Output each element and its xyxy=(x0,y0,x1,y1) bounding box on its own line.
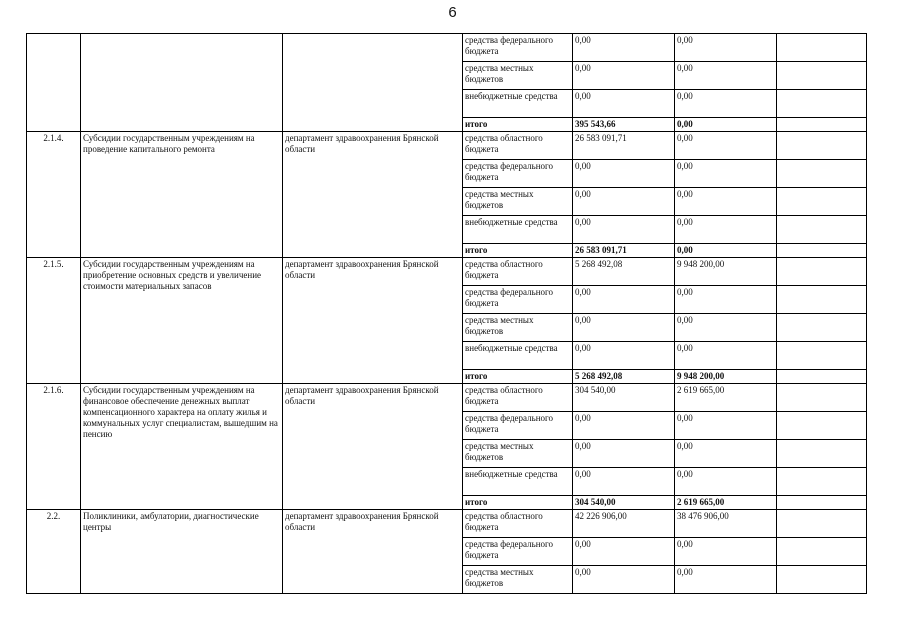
amount-2: 0,00 xyxy=(675,160,777,188)
amount-2: 9 948 200,00 xyxy=(675,258,777,286)
amount-2: 0,00 xyxy=(675,216,777,244)
empty-cell xyxy=(777,384,867,412)
empty-cell xyxy=(777,510,867,538)
empty-cell xyxy=(777,188,867,216)
item-number: 2.2. xyxy=(27,510,81,594)
amount-1: 42 226 906,00 xyxy=(573,510,675,538)
table-row xyxy=(27,132,867,160)
funding-source: средства федерального бюджета xyxy=(463,538,573,566)
funding-source: средства областного бюджета xyxy=(463,384,573,412)
amount-1: 0,00 xyxy=(573,160,675,188)
amount-1: 0,00 xyxy=(573,34,675,62)
empty-cell xyxy=(777,216,867,244)
total-amount-2: 2 619 665,00 xyxy=(675,496,777,510)
total-label: итого xyxy=(463,496,573,510)
empty-cell xyxy=(777,342,867,370)
amount-1: 0,00 xyxy=(573,342,675,370)
amount-2: 0,00 xyxy=(675,538,777,566)
amount-1: 0,00 xyxy=(573,286,675,314)
amount-1: 0,00 xyxy=(573,566,675,594)
item-executor: департамент здравоохранения Брянской области xyxy=(283,258,463,384)
item-title: Субсидии государственным учреждениям на приобретение основных средств и увеличение стоимости материальных запасов xyxy=(81,258,283,384)
amount-1: 5 268 492,08 xyxy=(573,258,675,286)
table-row xyxy=(27,34,867,62)
total-amount-1: 5 268 492,08 xyxy=(573,370,675,384)
amount-2: 0,00 xyxy=(675,34,777,62)
amount-2: 0,00 xyxy=(675,566,777,594)
empty-cell xyxy=(777,118,867,132)
funding-source: средства областного бюджета xyxy=(463,132,573,160)
empty-cell xyxy=(777,34,867,62)
amount-1: 0,00 xyxy=(573,188,675,216)
total-amount-2: 9 948 200,00 xyxy=(675,370,777,384)
table-row xyxy=(27,510,867,538)
total-amount-2: 0,00 xyxy=(675,244,777,258)
funding-source: внебюджетные средства xyxy=(463,342,573,370)
empty-cell xyxy=(777,370,867,384)
empty-cell xyxy=(777,286,867,314)
funding-source: внебюджетные средства xyxy=(463,90,573,118)
empty-cell xyxy=(777,160,867,188)
amount-1: 0,00 xyxy=(573,314,675,342)
amount-2: 0,00 xyxy=(675,90,777,118)
funding-source: внебюджетные средства xyxy=(463,468,573,496)
amount-2: 0,00 xyxy=(675,188,777,216)
funding-source: средства областного бюджета xyxy=(463,510,573,538)
item-title: Субсидии государственным учреждениям на финансовое обеспечение денежных выплат компенсационного характера на оплату жилья и коммунальных услуг специалистам, вышедшим на пенсию xyxy=(81,384,283,510)
amount-2: 0,00 xyxy=(675,62,777,90)
funding-source: внебюджетные средства xyxy=(463,216,573,244)
funding-source: средства федерального бюджета xyxy=(463,412,573,440)
empty-cell xyxy=(777,566,867,594)
item-executor: департамент здравоохранения Брянской области xyxy=(283,384,463,510)
page-number: 6 xyxy=(448,4,457,21)
total-amount-1: 26 583 091,71 xyxy=(573,244,675,258)
total-label: итого xyxy=(463,118,573,132)
amount-2: 0,00 xyxy=(675,132,777,160)
amount-1: 0,00 xyxy=(573,216,675,244)
funding-source: средства местных бюджетов xyxy=(463,314,573,342)
empty-cell xyxy=(777,440,867,468)
amount-2: 2 619 665,00 xyxy=(675,384,777,412)
amount-1: 304 540,00 xyxy=(573,384,675,412)
total-amount-1: 395 543,66 xyxy=(573,118,675,132)
amount-1: 0,00 xyxy=(573,468,675,496)
item-executor: департамент здравоохранения Брянской области xyxy=(283,132,463,258)
table-row xyxy=(27,258,867,286)
amount-1: 0,00 xyxy=(573,538,675,566)
funding-source: средства местных бюджетов xyxy=(463,440,573,468)
item-executor: департамент здравоохранения Брянской области xyxy=(283,510,463,594)
funding-source: средства областного бюджета xyxy=(463,258,573,286)
empty-cell xyxy=(777,258,867,286)
amount-2: 0,00 xyxy=(675,342,777,370)
amount-2: 38 476 906,00 xyxy=(675,510,777,538)
table-row xyxy=(27,384,867,412)
amount-2: 0,00 xyxy=(675,440,777,468)
funding-source: средства местных бюджетов xyxy=(463,188,573,216)
item-title: Поликлиники, амбулатории, диагностические центры xyxy=(81,510,283,594)
item-number: 2.1.5. xyxy=(27,258,81,384)
empty-cell xyxy=(777,314,867,342)
amount-1: 0,00 xyxy=(573,62,675,90)
funding-source: средства местных бюджетов xyxy=(463,566,573,594)
total-amount-2: 0,00 xyxy=(675,118,777,132)
empty-cell xyxy=(777,244,867,258)
amount-1: 0,00 xyxy=(573,412,675,440)
item-number: 2.1.6. xyxy=(27,384,81,510)
empty-cell xyxy=(777,132,867,160)
amount-1: 26 583 091,71 xyxy=(573,132,675,160)
amount-2: 0,00 xyxy=(675,314,777,342)
item-executor xyxy=(283,34,463,132)
empty-cell xyxy=(777,62,867,90)
item-number: 2.1.4. xyxy=(27,132,81,258)
funding-source: средства федерального бюджета xyxy=(463,160,573,188)
empty-cell xyxy=(777,468,867,496)
amount-2: 0,00 xyxy=(675,412,777,440)
item-number xyxy=(27,34,81,132)
item-title xyxy=(81,34,283,132)
item-title: Субсидии государственным учреждениям на проведение капитального ремонта xyxy=(81,132,283,258)
total-label: итого xyxy=(463,370,573,384)
budget-table xyxy=(26,33,867,594)
funding-source: средства федерального бюджета xyxy=(463,34,573,62)
total-label: итого xyxy=(463,244,573,258)
empty-cell xyxy=(777,496,867,510)
funding-source: средства федерального бюджета xyxy=(463,286,573,314)
funding-source: средства местных бюджетов xyxy=(463,62,573,90)
total-amount-1: 304 540,00 xyxy=(573,496,675,510)
amount-2: 0,00 xyxy=(675,468,777,496)
empty-cell xyxy=(777,90,867,118)
empty-cell xyxy=(777,412,867,440)
amount-2: 0,00 xyxy=(675,286,777,314)
amount-1: 0,00 xyxy=(573,440,675,468)
amount-1: 0,00 xyxy=(573,90,675,118)
empty-cell xyxy=(777,538,867,566)
